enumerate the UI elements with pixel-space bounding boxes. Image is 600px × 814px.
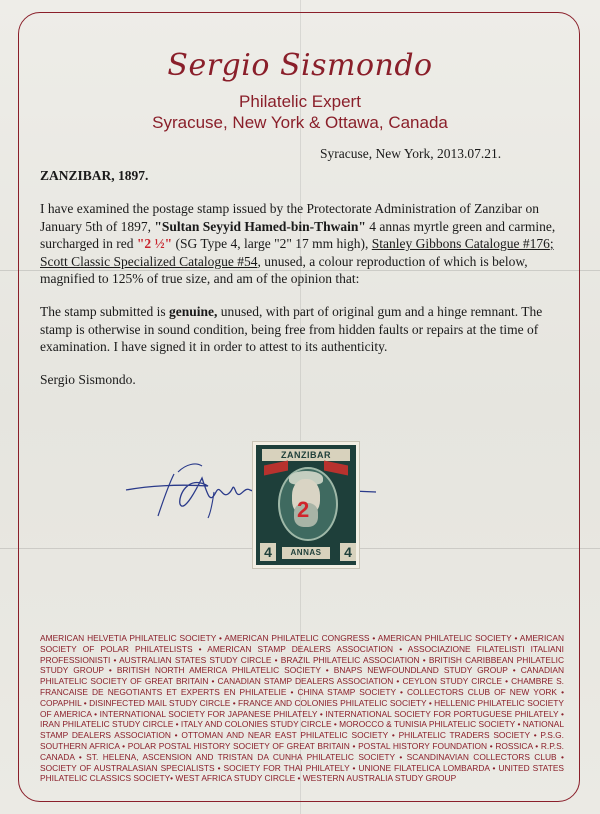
stamp-value-panel bbox=[256, 543, 356, 561]
flag-icon bbox=[264, 460, 288, 475]
stamp-country: ZANZIBAR bbox=[262, 449, 350, 461]
certificate-heading: ZANZIBAR, 1897. bbox=[40, 168, 149, 183]
stamp-name: "Sultan Seyyid Hamed-bin-Thwain" bbox=[154, 218, 366, 234]
society-memberships: AMERICAN HELVETIA PHILATELIC SOCIETY • AMERICAN PHILATELIC CONGRESS • AMERICAN PHILATELIC SOCIETY • AMERICAN SOCIETY OF POLAR PHILATELISTS • AMERICAN STAMP DEALERS ASSOCIATION • ASSOCIAZIONE FILATELISTI ITALIANI PROFESSIONISTI • AUSTRALIAN STATES STUDY CIRCLE • BRAZIL PHILATELIC ASSOCIATION • BRITISH CARIBBEAN PHILATELIC STUDY GROUP • BRITISH NORTH AMERICA PHILATELIC SOCIETY • BNAPS NEWFOUNDLAND STUDY GROUP • CANADIAN PHILATELIC SOCIETY OF GREAT BRITAIN • CANADIAN STAMP DEALERS ASSOCIATION • CEYLON STUDY CIRCLE • CHAMBRE S. FRANCAISE DE NEGOTIANTS ET EXPERTS EN PHILATELIE • CHINA STAMP SOCIETY • COLLECTORS CLUB OF NEW YORK • COPAPHIL • DISINFECTED MAIL STUDY CIRCLE • FRANCE AND COLONIES PHILATELIC SOCIETY • HELLENIC PHILATELIC SOCIETY OF AMERICA • INTERNATIONAL SOCIETY FOR JAPANESE PHILATELY • INTERNATIONAL SOCIETY FOR PORTUGUESE PHILATELY • IRAN PHILATELIC STUDY CIRCLE • ITALY AND COLONIES STUDY CIRCLE • MOROCCO & TUNISIA PHILATELIC SOCIETY • NATIONAL STAMP DEALERS ASSOCIATION • OTTOMAN AND NEAR EAST PHILATELIC SOCIETY • PHILATELIC TRADERS SOCIETY • P.S.G. SOUTHERN AFRICA • POLAR POSTAL HISTORY SOCIETY OF GREAT BRITAIN • POSTAL HISTORY FOUNDATION • ROSSICA • R.P.S. CANADA • ST. HELENA, ASCENSION AND TRISTAN DA CUNHA PHILATELIC SOCIETY • SCANDINAVIAN COLLECTORS CLUB • SOCIETY OF AUSTRALASIAN SPECIALISTS • SOCIETY FOR THAI PHILATELY • UNIONE FILATELICA LOMBARDA • UNITED STATES PHILATELIC CLASSICS SOCIETY• WEST AFRICA STUDY CIRCLE • WESTERN AUSTRALIA STUDY GROUP bbox=[40, 633, 564, 784]
scott-catalogue-ref: Scott Classic Specialized Catalogue #54 bbox=[40, 253, 258, 269]
examination-paragraph bbox=[40, 200, 568, 288]
text-run: (SG Type 4, large "2" 17 mm high), bbox=[172, 236, 372, 251]
stamp-unit: ANNAS bbox=[282, 547, 330, 559]
letterhead-location: Syracuse, New York & Ottawa, Canada bbox=[152, 113, 448, 132]
surcharge-text: "2 ½" bbox=[136, 236, 173, 251]
text-run: 4 annas myrtle green and carmine, surcharged in red bbox=[40, 218, 556, 251]
text-run: , unused, a colour reproduction of which is below, magnified to 125% of true size, and am of the opinion that: bbox=[40, 253, 528, 286]
text-run: unused, with part of original gum and a hinge remnant. The stamp is otherwise in sound condition, being free from hidden faults or repairs at the time of examination. I have signed it in order to attest to its authenticity. bbox=[40, 304, 543, 354]
stamp-design bbox=[256, 445, 356, 565]
stamp-image bbox=[253, 442, 359, 568]
opinion-paragraph bbox=[40, 303, 568, 356]
verdict: genuine, bbox=[169, 304, 218, 319]
sg-catalogue-ref: Stanley Gibbons Catalogue #176 bbox=[371, 236, 550, 251]
text-run: The stamp submitted is bbox=[40, 304, 169, 319]
letterhead-title: Philatelic Expert bbox=[239, 92, 361, 111]
dateline: Syracuse, New York, 2013.07.21. bbox=[320, 146, 502, 161]
signoff-name: Sergio Sismondo. bbox=[40, 372, 136, 387]
letterhead-name: Sergio Sismondo bbox=[167, 48, 433, 83]
text-run: ; bbox=[549, 236, 554, 251]
flag-icon bbox=[324, 460, 348, 475]
stamp-denomination-left: 4 bbox=[260, 543, 276, 561]
stamp-denomination-right: 4 bbox=[340, 543, 356, 561]
stamp-surcharge: 2 bbox=[297, 497, 310, 522]
text-run: I have examined the postage stamp issued by the Protectorate Administration of Zanzibar on January 5th of 1897, bbox=[40, 201, 539, 234]
